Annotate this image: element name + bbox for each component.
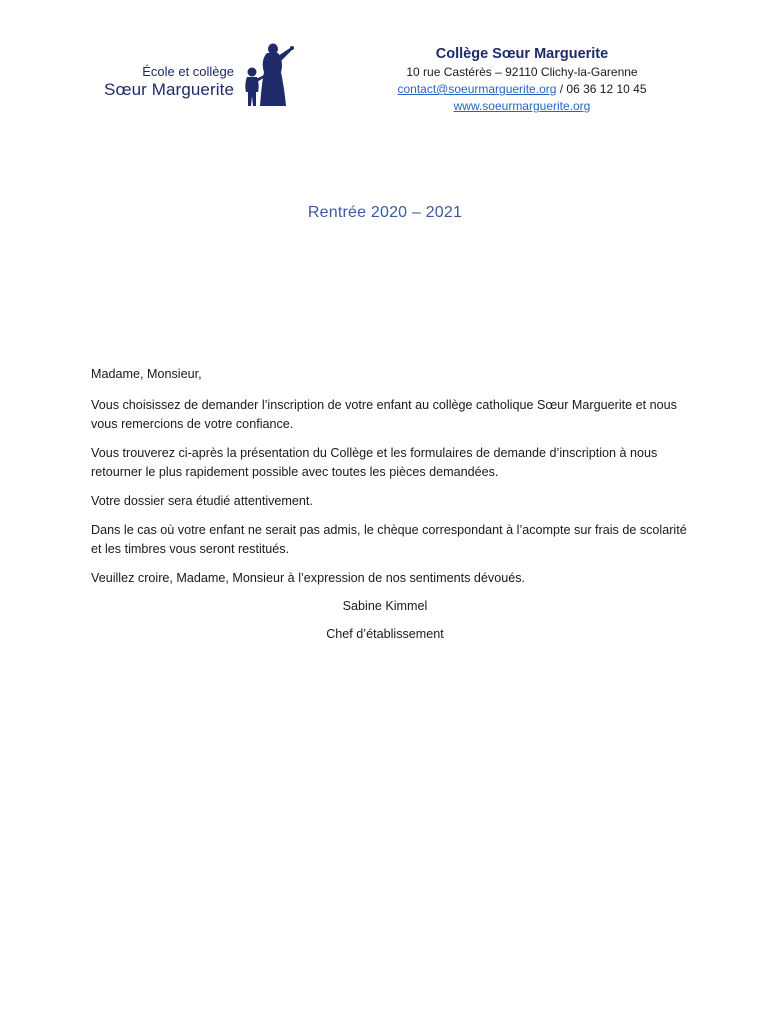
paragraph: Veuillez croire, Madame, Monsieur à l’expression de nos sentiments dévoués. xyxy=(91,571,526,585)
letter-body xyxy=(91,365,691,598)
contact-line xyxy=(397,82,646,96)
signatory-role: Chef d’établissement xyxy=(326,627,444,641)
greeting: Madame, Monsieur, xyxy=(91,367,202,381)
document-title: Rentrée 2020 – 2021 xyxy=(307,204,463,221)
header-contact xyxy=(362,44,682,115)
logo-text xyxy=(102,64,234,100)
signatory-name: Sabine Kimmel xyxy=(342,599,428,613)
school-name: Collège Sœur Marguerite xyxy=(435,46,609,62)
paragraph: Vous trouverez ci-après la présentation du Collège et les formulaires de demande d’inscription à nous retourner le plus rapidement possible avec toutes les pièces demandées. xyxy=(91,446,658,479)
email-link[interactable]: contact@soeurmarguerite.org xyxy=(397,82,557,96)
paragraph: Dans le cas où votre enfant ne serait pas admis, le chèque correspondant à l’acompte sur frais de scolarité et les timbres vous seront restitués. xyxy=(91,523,687,556)
phone-number: / 06 36 12 10 45 xyxy=(556,82,647,96)
nun-and-child-icon xyxy=(240,42,300,108)
website-link[interactable]: www.soeurmarguerite.org xyxy=(453,99,591,113)
paragraph: Votre dossier sera étudié attentivement. xyxy=(91,494,313,508)
logo-line-1: École et collège xyxy=(142,64,234,79)
logo-line-2: Sœur Marguerite xyxy=(104,80,234,99)
paragraph: Vous choisissez de demander l’inscription de votre enfant au collège catholique Sœur Marguerite et nous vous remercions de votre confiance. xyxy=(91,398,677,431)
school-address: 10 rue Castérès – 92110 Clichy-la-Garenne xyxy=(406,65,638,79)
school-logo xyxy=(100,42,300,112)
signature-block xyxy=(0,597,770,653)
